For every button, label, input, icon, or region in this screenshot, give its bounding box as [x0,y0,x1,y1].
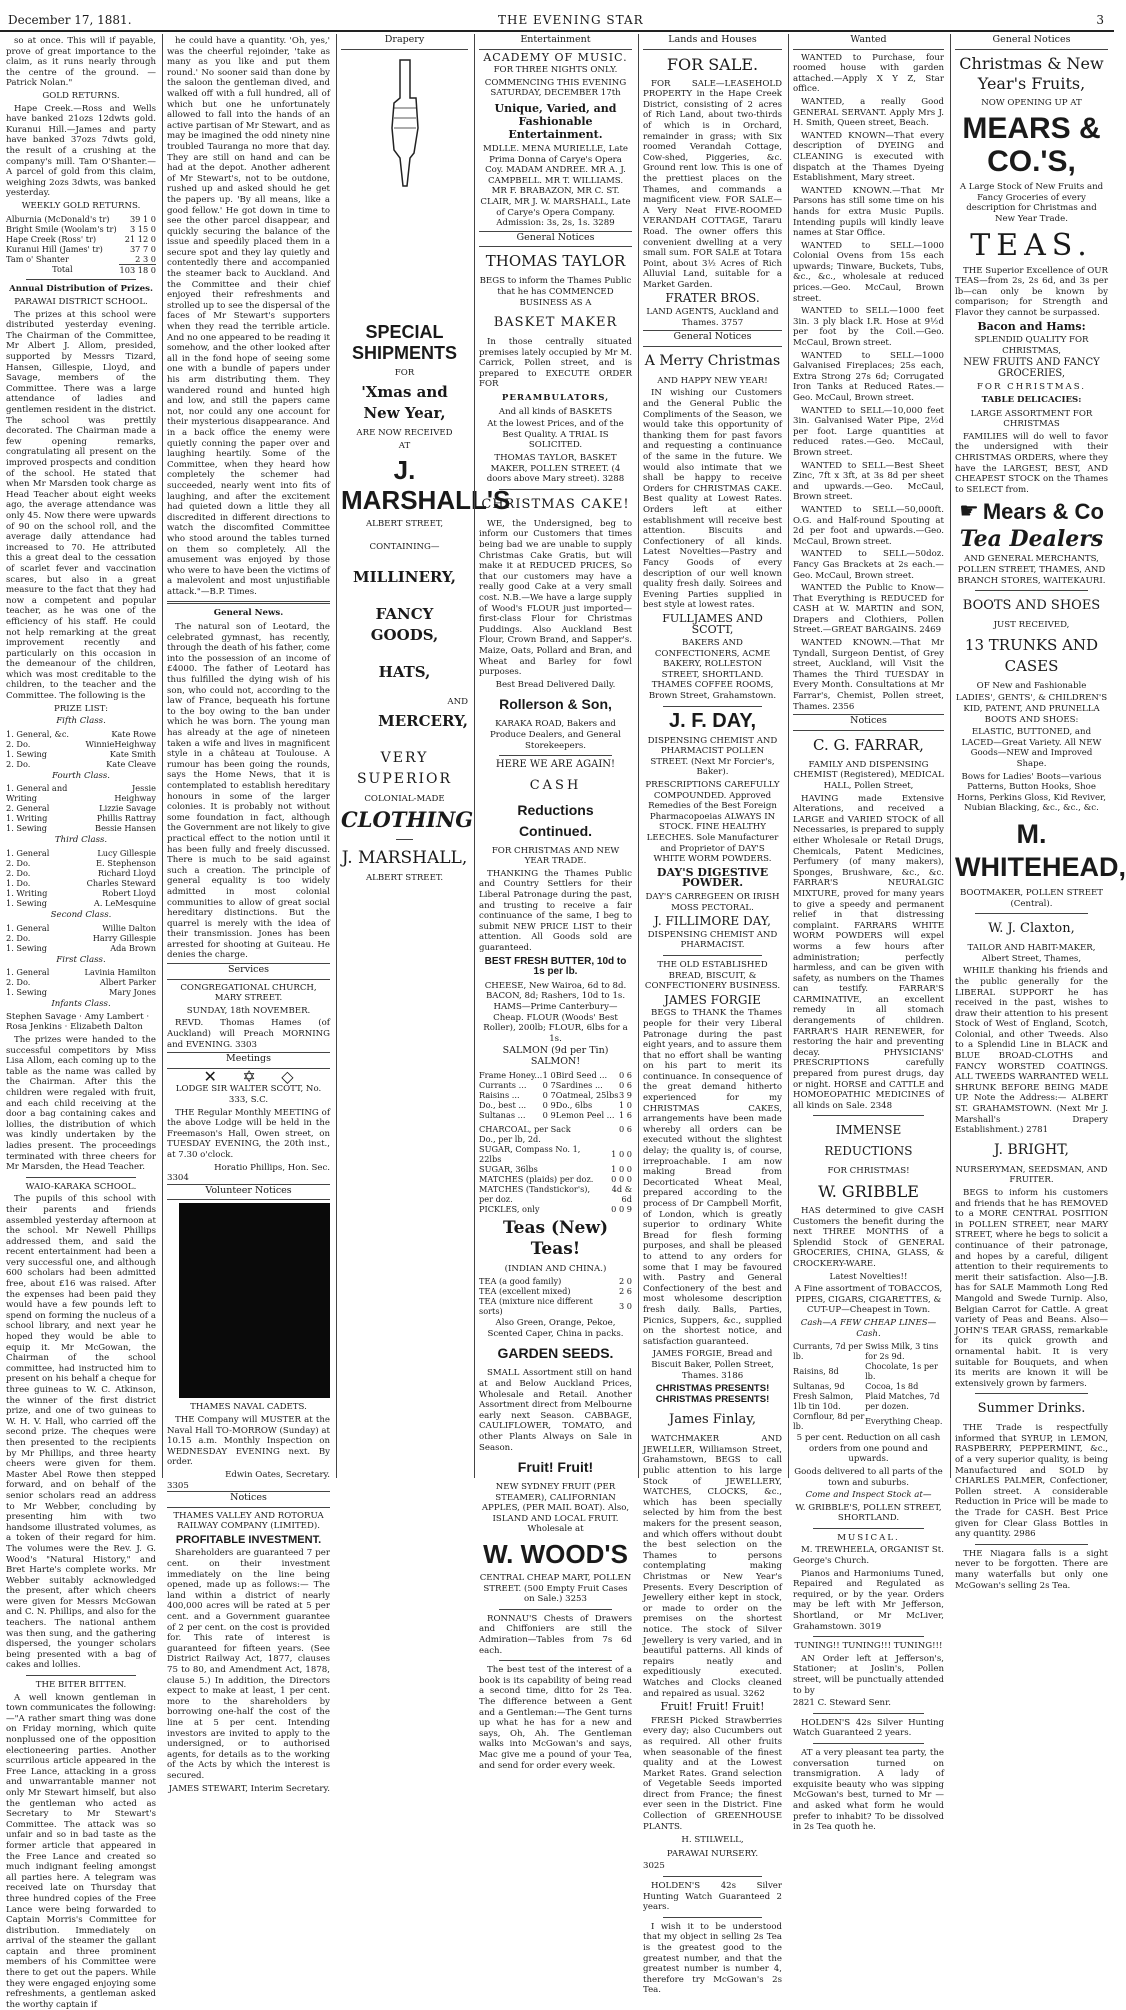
wanted-ad: WANTED to SELL—Best Sheet Zinc, 7ft x 3ft, at 3s 8d per sheet and upwards.—Geo. McCaul, Brown street. [793,460,944,503]
table-row: 1. Sewing Ada Brown [6,942,156,953]
col6-footer: AT a very pleasant tea party, the conversation turned on transmigration. A lady of exquisite beauty who was sipping McGowan's best, turned to Mr — and asked what form he would prefer to inhabit? To be dissolved in 2s Tea quoth he. [793,1747,944,1833]
table-row: Fresh Salmon, 1lb tin 10d. Plaid Matches, 7d per dozen. [793,1391,940,1412]
presents-heading: CHRISTMAS PRESENTS! CHRISTMAS PRESENTS! [655,1383,770,1405]
wanted-ad: WANTED the Public to Know—That Everything is REDUCED for CASH at W. MARTIN and SON, Drapers and Clothiers, Pollen Street.—GREAT BARGAINS. 2469 [793,583,944,636]
hats-heading: HATS, [378,662,431,681]
infants-names: Stephen Savage · Amy Lambert · Rosa Jenkins · Elizabeth Dalton [6,1011,150,1033]
issue-date: December 17, 1881. [8,13,132,27]
teas-heading: Teas (New) Teas! [502,1217,609,1259]
profitable-investment-heading: PROFITABLE INVESTMENT. [175,1533,322,1546]
table-row: 1. General Lavinia Hamilton [6,967,156,978]
summer-drinks-text: THE Trade is respectfully informed that SYRUP, in LEMON, RASPBERRY, PEPPERMINT, &c., of a very superior quality, is being Manufactured and SOLD by CHARLES PALMER, Confectioner, Pollen street. A considerable Reduction in Price will be made to the Trade for CASH. Best Price given for Clear Glass Bottles in any quantity. 2986 [955,1423,1108,1540]
table-row: 1. Writing Robert Lloyd [6,888,156,899]
academy-heading: ACADEMY OF MUSIC. [483,50,628,64]
gold-returns-text: Hape Creek.—Ross and Wells have banked 21ozs 12dwts gold. Kuranui Hill.—James and party have banked 37ozs 7dwts gold, the result of a crushing at the company's mill. Tam O'Shanter.—A parcel of gold from this claim, weighing 2ozs 3dwts, was banked yesterday. [6,103,156,199]
waio-karaka-heading: WAIO-KARAKA SCHOOL. [25,1181,137,1192]
infants-class-heading: Infants Class. [51,999,111,1010]
immense-heading: IMMENSE REDUCTIONS [824,1123,913,1159]
fruit-text: NEW SYDNEY FRUIT (PER STEAMER), CALIFORNIAN APPLES, (PER MAIL BOAT). Also, ISLAND AND LOCAL FRUIT. Wholesale at [481,1482,630,1535]
merry-sub: AND HAPPY NEW YEAR! [657,375,768,386]
church-heading: CONGREGATIONAL CHURCH, MARY STREET. [180,982,317,1004]
forgie-text: BEGS to THANK the Thames people for their very Liberal Patronage during the past eight years, and to assure them that no effort shall be wanting on his part to merit its continuance. In consequence of the great demand hitherto experienced for my CHRISTMAS CAKES, arrangements have been made whereby all orders can be executed without the slightest delay; the quality is, of course, irreproachable. I am now making Bread from Decorticated Wheat Meal, prepared according to the process of Dr Campbell Morfit, of London, which is greatly superior to ordinary White Bread for flesh forming purposes, and shall be pleased to attend to any orders for some that I may be favoured with. Pastry and General Confectionery of the best and most wholesome description fresh daily. Balls, Parties, Picnics, Suppers, &c., supplied on the shortest notice, and satisfaction guaranteed. [643,1008,782,1347]
column-1 [2,34,160,2010]
rollerson-heading: Rollerson & Son, [499,696,612,713]
frater-sub: LAND AGENTS, Auckland and Thames. 3757 [646,307,779,328]
cheap-lines-table [793,1341,944,1431]
wanted-ad: WANTED to Purchase, four roomed house with garden attached.—Apply X Y Z, Star office. [793,52,944,95]
table-row: Sultanas, 9d Cocoa, 1s 8d [793,1381,919,1392]
pointing-hand-illustration [341,53,468,193]
finlay-heading: James Finlay, [669,1412,756,1428]
gribble-text: HAS determined to give CASH Customers the benefit during the next THREE MONTHS of a Splendid Stock of GENERAL GROCERIES, CHINA, GLASS, & CROCKERY-WARE. [793,1206,944,1269]
inspect-note: Come and Inspect Stock at— [805,1490,932,1501]
cadets-number: 3305 [167,1480,189,1491]
farrar-heading: C. G. FARRAR, [813,735,924,754]
prizes-text-2: The prizes were handed to the successful competitors by Miss Lisa Allom, each coming up to the table as the name was called by the Chairman. After this the children were regaled with fruit, and each child receiving at the door a bag containing cakes and lollies, the distribution of which was kindly undertaken by the ladies present. The proceedings terminated with three cheers for Mr Marsden, the Head Teacher. [6,1035,156,1173]
fruit-heading: Fruit! Fruit! [517,1459,594,1476]
table-row: TEA (a good family) 2 0 [479,1276,633,1287]
novelties-text: A Fine assortment of TOBACCOS, PIPES, CIGARS, CIGARETTES, & CUT-UP—Cheapest in Town. [794,1284,943,1316]
digestive-heading: DAY'S DIGESTIVE POWDER. [656,865,769,890]
notices-section-heading: Notices [167,1491,330,1508]
services-section-heading: Services [167,963,330,980]
marshall-heading: J. MARSHALL'S [341,455,511,516]
compass-square-icon: ◇ [281,1066,294,1086]
railway-notice: Shareholders are guaranteed 7 per cent. on their investment immediately on the line being opened, made up as follows:— The land within a district of nearly 400,000 acres will be rated at 5 per cent. and a Government guarantee of 2 per cent. on the cost is provided for. This rate of interest is guaranteed for fifteen years. (See District Railway Act, 1877, clauses 75 to 80, and Amendment Act, 1878, clause 5.) In addition, the Directors expect to make at least, 1 per cent. more to the shareholders by borrowing one-half the cost of the line at 5 per cent. Intending investors are invited to apply to the undersigned, or to authorised agents, for details as to the working of the Acts by which the interest is secured. [167,1548,330,1781]
containing-label: CONTAINING— [369,541,440,552]
nolan-letter-end: so at once. This will if payable, prove of great importance to the claim, as it runs nearly through the centre of the ground. —Patrick Nolan." [6,36,156,89]
novelties-heading: Latest Novelties!! [829,1271,908,1282]
table-row: 1. Sewing A. LeMesquine [6,898,156,909]
garden-seeds-text: SMALL Assortment still on hand at and Below Auckland Prices, Wholesale and Retail. Another Assortment direct from Melbourne early next Season. CABBAGE, CAULIFLOWER, TOMATO, and other Plants Always on Sale in Season. [479,1368,632,1453]
railway-heading: THAMES VALLEY AND ROTORUA RAILWAY COMPANY (LIMITED). [173,1510,324,1532]
cadets-signature: Edwin Oates, Secretary. [225,1469,330,1480]
table-row: 2. Do. Kate Cleave [6,758,156,769]
bacon-heading: Bacon and Hams: [977,319,1086,333]
summer-drinks-heading: Summer Drinks. [977,1401,1086,1417]
teas-heading-2: TEAS. [970,227,1093,263]
mears-text: A Large Stock of New Fruits and Fancy Groceries of every description for Christmas and New Year Trade. [959,182,1104,224]
holden-watch-2: HOLDEN'S 42s Silver Hunting Watch Guaranteed 2 years. [793,1717,944,1739]
fillimore-heading: J. FILLIMORE DAY, [654,914,771,929]
crossed-swords-icon: ✕ [203,1066,217,1086]
wanted-ad: WANTED KNOWN.—That Mr Tyndall, Surgeon Dentist, of Grey street, Auckland, will Visit the Thames the Third TUESDAY in Every Month. Consultations at Mr Farrar's, Chemist, Pollen street, Thames. 2356 [793,638,944,712]
table-row: Raisins ... 0 7 Oatmeal, 25lbs 3 9 [479,1089,632,1100]
colonial-made: COLONIAL-MADE [364,794,445,805]
table-row: Alburnia (McDonald's tr) 39 1 0 [6,213,156,224]
page-number: 3 [1096,13,1104,27]
gribble-signature: W. GRIBBLE'S, POLLEN STREET, SHORTLAND. [795,1502,942,1524]
tea-dealers-heading: Tea Dealers [959,526,1104,553]
notices-section-heading-2: Notices [793,714,944,731]
general-notices-heading: General Notices [479,231,632,248]
mears-heading: MEARS & CO.'S, [962,112,1101,179]
reductions-heading: Reductions Continued. [517,801,594,839]
cash-heading: CASH [529,777,582,793]
table-row: 2. General Lizzie Savage [6,803,156,814]
delivery-note: Goods delivered to all parts of the town and suburbs. [794,1466,943,1488]
fuljames-heading: FULLJAMES AND SCOTT, [662,611,763,636]
table-row: TEA (excellent mixed) 2 6 [479,1286,633,1297]
first-class-table [6,967,156,997]
salmon-heading: SALMON (9d per Tin) SALMON! [502,1045,609,1067]
cadets-notice: THE Company will MUSTER at the Naval Hall TO-MORROW (Sunday) at 10.15 a.m. Monthly Inspection on WEDNESDAY EVENING next. By order. [167,1414,330,1468]
reductions-sub: FOR CHRISTMAS AND NEW YEAR TRADE. [491,845,620,867]
gribble-heading: W. GRIBBLE [818,1182,919,1201]
delicacies-sub: LARGE ASSORTMENT FOR CHRISTMAS [970,408,1093,430]
col7-footer: THE Niagara falls is a sight never to be forgotten. There are many waterfalls but only one McGowan's selling 2s Tea. [955,1548,1108,1591]
bright-sub: NURSERYMAN, SEEDSMAN, AND FRUITER. [955,1164,1108,1186]
albert-street-2: ALBERT STREET. [365,872,444,883]
drapery-for-1: FOR [394,367,415,378]
merry-christmas-heading: A Merry Christmas [644,352,781,369]
fruit3-text: FRESH Picked Strawberries every day; also Cucumbers out as required. All other fruits when seasonable of the finest quality and at the Lowest Market Rates. Grand selection of Vegetable Seeds imported direct from France; the finest ever seen in the District. Fine Collection of GREENHOUSE PLANTS. [643,1715,782,1832]
finlay-text: WATCHMAKER AND JEWELLER, Williamson Street, Grahamstown, BEGS to call public attention to his large Stock of JEWELLERY, WATCHES, CLOCKS, &c., which has been specially selected by him from the best makers for the present season, and which offers without doubt the best selection on the Thames to persons contemplating making Christmas or New Year's Presents. Every Description of Jewellery either kept in stock, or made to order on the premises on the shortest notice. The stock of Silver Jewellery is very varied, and in beautiful patterns. All kinds of repairs neatly and expeditiously executed. Watches and Clocks cleaned and repaired as usual. 3262 [643,1434,782,1699]
table-row: Do., best ... 0 9 Do., 6lbs 1 0 [479,1099,632,1110]
table-row: 1. Sewing Kate Smith [6,748,156,759]
trunks-sub: OF New and Fashionable [976,680,1087,691]
taylor-signature: THOMAS TAYLOR, BASKET MAKER, POLLEN STREET. (4 doors above Mary street). 3288 [486,453,625,485]
col5-footer: I wish it to be understood that my object in selling 2s Tea is the greatest good to the greatest number, and that the greatest number is number 4, therefore try McGowan's 2s Tea. [643,1921,782,1996]
redacted-block [179,1203,330,1398]
ladies-boots: LADIES', GENTS', & CHILDREN'S KID, PATENT, AND PRUNELLA BOOTS AND SHOES: [955,693,1108,725]
whitehead-sub: BOOTMAKER, POLLEN STREET (Central). [959,887,1104,909]
drapery-section-heading: Drapery [341,34,468,50]
fruit3-heading: Fruit! Fruit! Fruit! [660,1700,765,1714]
basket-maker-heading: BASKET MAKER [493,315,618,331]
fillimore-sub: DISPENSING CHEMIST AND PHARMACIST. [647,929,778,951]
teas-text: THE Superior Excellence of OUR TEAS—from 2s, 2s 6d, and 3s per lb—can only be known by comparison; for Strength and Flavor they cannot be surpassed. [955,265,1108,318]
general-news-heading: General News. [213,608,284,619]
masonic-star-icon: ✡ [242,1066,256,1086]
day-sub: DISPENSING CHEMIST AND PHARMACIST POLLEN STREET. (Next Mr Forcier's, Baker). [647,735,778,778]
three-nights: FOR THREE NIGHTS ONLY. [493,65,618,76]
column-7 [950,34,1126,1591]
wanted-ad: WANTED, a really Good GENERAL SERVANT. Apply Mrs J. H. Smith, Queen street, Beach. [793,96,944,129]
bread-delivered: Best Bread Delivered Daily. [495,679,616,690]
table-row: 2. Do. Harry Gillespie [6,932,156,943]
lodge-heading: LODGE SIR WALTER SCOTT, No. 333, S.C. [175,1084,322,1105]
general-notices-heading-2: General Notices [643,330,782,347]
column-6 [788,34,948,1833]
table-row: 1. Sewing Mary Jones [6,987,156,998]
mercery-heading: MERCERY, [378,712,468,731]
table-row: Do., per lb, 2d. [479,1133,541,1144]
opening-up: NOW OPENING UP AT [981,97,1082,108]
trunks-heading: 13 TRUNKS AND CASES [964,635,1099,675]
elastic-text: ELASTIC, BUTTONED, and LACED—Great Variety. All NEW Goods—NEW and Improved Shape. [961,727,1102,769]
farrar-sub: FAMILY AND DISPENSING CHEMIST (Registered), MEDICAL HALL, Pollen Street, [793,759,944,791]
general-notices-heading-3: General Notices [955,34,1108,50]
waio-karaka-text: The pupils of this school with their parents and friends assembled yesterday afternoon at the school. Mr Newell Phillips addressed them, and said the recent entertainment had been a very successful one, and although 600 scholars had been admitted free, about £16 was raised. After the expenses had been paid they would have a few pounds left to spend on forming the nucleus of a school library, and next year he hoped they would be able to equip it. Mr McGowan, the Chairman of the school committee, had instructed him to present on his behalf a cheque for three guineas to W. C. Atkinson, the winner of the first district prize, and one of two guineas to W. H. V. Hall, who carried off the second prize. The cheques were then presented to the recipients by Mr Phillips, and three hearty cheers were given for them. Master Abel Rowe then stepped forward, and on behalf of the senior scholars read an address to Mr Webber, concluding by presenting him with two handsome illustrated volumes, as a token of their regard for him. The volumes were the Rev. J. G. Wood's "Natural History," and Bret Harte's complete works. Mr Webber suitably acknowledged the present, after which cheers were given for Messrs McGowan and C. N. Phillips, and also for the teachers. The national anthem was then sung, and the gathering dispersed, the younger scholars being presented with a bag of cakes and lollies. [6,1194,156,1671]
table-row: MATCHES (Tandstickor's), per doz. 4d & 6d [479,1183,632,1204]
table-row: Sultanas ... 0 9 Lemon Peel ... 1 6 [479,1109,632,1120]
bright-text: BEGS to inform his customers and friends that he has REMOVED to a MORE CENTRAL POSITION in POLLEN STREET, near MARY STREET, where he begs to solicit a continuance of their patronage, and hopes by a careful, diligent attention to their requirements to merit their satisfaction. Also—J.B. has for SALE Mammoth Long Red Mangold and Swede Turnip. Also, Belgian Carrot for Cattle. A great variety of Peas and Beans. Also—JOHN'S TEAR GRASS, remarkable for its quick growth and ornamental habit. It is very suitable for Bouquets, and when its merits are known it will be extensively grown by farmers. [955,1188,1108,1389]
volunteer-section-heading: Volunteer Notices [167,1184,330,1201]
church-date: SUNDAY, 18th NOVEMBER. [186,1005,311,1016]
cheese-text: CHEESE, New Wairoa, 6d to 8d. BACON, 8d; Rashers, 10d to 1s. HAMS—Prime Canterbury—Cheap. FLOUR (Woods' Best Roller), 200lb; FLOUR, 6lbs for a 1s. [483,980,628,1044]
taylor-text: In those centrally situated premises lately occupied by Mr M. Carrick, Pollen street, and is prepared to EXECUTE ORDER FOR [479,337,632,390]
taylor-intro: BEGS to inform the Thames Public that he has COMMENCED BUSINESS AS A [479,276,632,308]
wanted-ad: WANTED to SELL—10,000 feet 3in. Galvanised Water Pipe, 2½d per foot. Large quantities at reduced rates.—Geo. McCaul, Brown street. [793,405,944,458]
wanted-ad: WANTED to SELL—50doz. Fancy Gas Brackets at 2s each.—Geo. McCaul, Brown street. [793,549,944,581]
bows-text: Bows for Ladies' Boots—various Patterns, Button Hooks, Shoe Horns, Perkins Gloss, Kid Reviver, Nubian Blacking, &c., &c., &c. [957,771,1106,814]
christmas-cake-heading: CHRISTMAS CAKE! [481,496,630,512]
drapery-and: AND [447,696,468,707]
table-row: Raisins, 8d Chocolate, 1s per lb. [793,1361,938,1382]
lodge-number: 3304 [167,1173,189,1184]
wanted-ad: WANTED to SELL—1000 feet 3in. 3 ply black I.R. Hose at 9½d per foot by the Coil.—Geo. McCaul, Brown street. [793,306,944,349]
wood-heading: W. WOOD'S [483,1539,628,1570]
unique-heading: Unique, Varied, and Fashionable Entertainment. [494,101,617,141]
table-row: Tam o' Shanter 2 3 0 [6,253,156,264]
perambulators-heading: PERAMBULATORS, [501,393,610,404]
ronnau-text: RONNAU'S Chests of Drawers and Chiffoniers are still the Admiration—Tables from 7s 6d each. [479,1613,632,1656]
wanted-section-heading: Wanted [793,34,944,50]
very-superior-heading: VERY SUPERIOR [356,750,453,788]
new-fruits-heading: NEW FRUITS AND FANCY GROCERIES, [963,357,1100,379]
lodge-notice: THE Regular Monthly MEETING of the above Lodge will be held in the Freemason's Hall, Owen street, on TUESDAY EVENING, the 20th inst., at 7.30 o'clock. [167,1107,330,1160]
gold-returns-heading: GOLD RETURNS. [42,90,120,101]
teas-sub: (INDIAN AND CHINA.) [504,1263,607,1274]
table-row: 1. General, &c. Kate Rowe [6,728,156,739]
pointing-hand-icon: ☛ [959,498,979,524]
stilwell-heading: H. STILWELL, [681,1835,744,1846]
charcoal-price-table [479,1124,632,1214]
now-received: ARE NOW RECEIVED [356,428,453,439]
tuning-signature: 2821 C. Steward Senr. [793,1698,891,1709]
parawai-school-heading: PARAWAI DISTRICT SCHOOL. [14,297,148,308]
xmas-new-year-heading: 'Xmas and New Year, [361,383,448,423]
table-row: Currants, 7d per lb. Swiss Milk, 3 tins for 2s 9d. [793,1341,939,1362]
christmas-cake-text: WE, the Undersigned, beg to inform our Customers that times being bad we are unable to supply Christmas Cake Gratis, but will make it at REDUCED PRICES, So that our customers may have a really good Cake at a very small cost. N.B.—We have a large supply of Wood's FLOUR just imported—first-class Flour for Christmas Puddings. Also Auckland Best Flour, Crown Brand, and Sapper's. Maize, Oats, Pollard and Bran, and Wheat and Barley for fowl purposes. [479,518,632,678]
performers: MDLLE. MENA MURIELLE, Late Prima Donna of Carye's Opera Coy. MADAM ANDREE. MR A. J. CAMPBELL. MR T. WILLIAMS. MR F. BRABAZON, MR C. ST. CLAIR, MR J. W. MARSHALL, Late of Carye's Opera Company. Admission: 3s, 2s, 1s. 3289 [480,143,631,229]
stilwell-number: 3025 [643,1861,665,1872]
table-row: 2. Do. WinnieHeighway [6,738,156,749]
table-row: Bright Smile (Woolam's tr) 3 15 0 [6,223,156,234]
stilwell-sub: PARAWAI NURSERY. [666,1848,759,1859]
taylor-heading: THOMAS TAYLOR [485,252,626,271]
claxton-sub: TAILOR AND HABIT-MAKER, Albert Street, Thames, [967,943,1096,964]
tea-text: Also Green, Orange, Pekoe, Scented Caper, China in packs. [487,1318,624,1339]
biter-bitten-continued: he could have a quantity. 'Oh, yes,' was the cheerful rejoinder, 'take as many as you like and put them round.' No sooner said than done by the saloon the gentleman dived, and walked off with a full hundred, all of which but one he unfortunately allowed to fall into the hands of an active partisan of Mr Stewart, and as may be imagined the odd ninety nine troubled Tauranga no more that day. They are still on hand and can be had at the depot. Another adherent of Mr Stewart's, not to be outdone, rushed up and asked should he get the papers up. 'By all means, like a good fellow.' He got down in time to see the other parcel disappear, and quickly securing the balance of the issue and speedily placed them in a secure spot and they lay quietly and contentedly there and accompanied the steamer back to Auckland. And the Committee and their chief enjoyed their refreshments and strolled up to see the dispersal of the faces of Mr Stewart's supporters when they read the terrible article. And no one appeared to be reading it somehow, and the other looked after all in the fond hope of seeing some one with a bundle of papers under his arm distributing them. They wandered round and hunted high and low, and still the papers came not, nor could any one account for their mysterious disappearance. And in a back office the enemy were quietly conning the paper over and laughing heartily. Some of the Committee, when they heard how completely the schemer had succeeded, nearly went into fits of laughing, and after the excitement had quieted down a little they all discredited in different directions to watch the discomfited Committee who stood around the tables turned on them so completely. All the amusement was enjoyed by those who were to have been the victims of a malevolent and most unjustifiable attack."—B.P. Times. [167,36,330,597]
prizes-heading: Annual Distribution of Prizes. [9,283,153,294]
forgie-signature: JAMES FORGIE, Bread and Biscuit Baker, Pollen Street, Thames. 3186 [651,1349,774,1381]
newspaper-title: THE EVENING STAR [498,13,644,27]
baskets-line: And all kinds of BASKETS [498,406,613,417]
drapery-at: AT [398,440,411,451]
musical-heading: MUSICAL. [837,1532,900,1543]
for-sale-heading: FOR SALE. [666,54,759,74]
trewheela-text: Pianos and Harmoniums Tuned, Repaired and Regulated as required, or by the year. Orders may be left with Mr Jefferson, Shortland, or Mr McLiver, Grahamstown. 3019 [793,1568,944,1632]
third-class-table [6,848,156,908]
third-class-heading: Third Class. [54,835,108,846]
col4-footer: The best test of the interest of a book is its capability of being read a second time, ditto for 2s Tea. The difference between a Gent and a Gentleman:—The Gent turns up what he has for a new and says, Oh, Ah. The Gentleman walks into McGowan's and says, Mac give me a pound of your Tea, and send for order every week. [479,1665,632,1771]
railway-signature: JAMES STEWART, Interim Secretary. [168,1783,330,1794]
biter-bitten-heading: THE BITER BITTEN. [35,1680,127,1691]
forgie-heading: JAMES FORGIE [664,992,761,1007]
table-row: Hape Creek (Ross' tr) 21 12 0 [6,233,156,244]
grocery-price-table [479,1070,632,1120]
just-received: JUST RECEIVED, [993,620,1070,631]
day-heading: J. F. DAY, [668,709,757,732]
prizes-text: The prizes at this school were distributed yesterday evening. The Chairman of the Committee, Mr Albert J. Allom, presided, supported by Messrs Tizard, Hansen, Gillespie, Lloyd, and Savage, members of the Committee. There was a large attendance of ladies and gentlemen resident in the district. The school was prettily decorated. The Chairman made a few opening remarks, congratulating all present on the improved prospects and condition of the school. He stated that when Mr Marsden took charge as Head Teacher about eight weeks ago, the average attendance was only 45. Now there were upwards of 90 on the school roll, and the average daily attendance had increased to 70. He attributed this a great deal to the cessation of scarlet fever and vaccination scares, but also in a great measure to the fact that they had now a competent and popular teacher, as he was one of the efficiency of his staff. He could not help remarking at the great improvement recently and particularly on this occasion in the demeanour of the children, which was most creditable to the children, to the teacher and the Committee. The following is the [6,309,156,702]
prize-list-heading: PRIZE LIST: [54,703,108,714]
delicacies-heading: TABLE DELICACIES: [981,395,1082,406]
wanted-ad: WANTED KNOWN—That every description of DYEING and CLEANING is executed with dispatch at the Thames Dyeing Establishment, Mary street. [793,130,944,184]
whitehead-heading: M. WHITEHEAD, [955,818,1126,882]
biter-bitten-text: A well known gentleman in town communicates the following:—"A rather smart thing was done on Friday morning, which quite nonplussed one of the opposition electioneering parties. Another scurrilous article appeared in the Free Lance, attacking in a gross and unwarrantable manner not only Mr Stewart himself, but also the gentleman who acted as Secretary to Mr Stewart's Committee. The attack was so unfair and so in bad taste as the former article that appeared in the Free Lance and created so much indignant feeling amongst all parties here. A telegram was received late on Thursday that three hundred copies of the Free Lance were being forwarded to Captain Morris's Committee for distribution. Immediately on arrival of the steamer the gallant captain and three prominent members of his Committee were there to get out the papers. While they were engaged enjoying some refreshments, a gentleman asked the worthy captain if [6,1692,156,2010]
fancy-goods-heading: FANCY GOODS, [370,604,439,644]
fuljames-sub: BAKERS AND CONFECTIONERS, ACME BAKERY, ROLLESTON STREET, SHORTLAND. THAMES COFFEE ROOMS, Brown Street, Grahamstown. [648,638,777,702]
fifth-class-table [6,729,156,769]
table-row: 1. General Lucy Gillespie [6,848,156,859]
bread-business-heading: THE OLD ESTABLISHED BREAD, BISCUIT, & CONFECTIONERY BUSINESS. [644,959,781,992]
table-row: Currants ... 0 7 Sardines ... 0 6 [479,1079,632,1090]
merry-text: IN wishing our Customers and the General Public the Compliments of the Season, we would take this opportunity of thanking them for past favors and requesting a continuance of the same in the future. We would also intimate that we shall be happy to receive Orders for CHRISTMAS CAKE. Best quality at Lowest Rates. Orders left at either establishment will receive best attention. Biscuits and Confectionery of all kinds. Latest Novelties—Pastry and Fancy Goods of every description of our well known quality fresh daily. Soirees and Evening Parties supplied in best style at lowest rates. [643,388,782,611]
reduction-note: 5 per cent. Reduction on all cash orders from one pound and upwards. [796,1433,941,1465]
merchants-text: AND GENERAL MERCHANTS, POLLEN STREET, THAMES, AND BRANCH STORES, WAITEKAURI. [957,554,1106,586]
wanted-ad: WANTED to SELL—1000 Galvanised Fireplaces; 25s each, Extra Strong 27s 6d; Corrugated Iron Tanks at Reduced Rates.—Geo. McCaul, Brown street. [793,350,944,403]
table-row: 2. Do. Richard Lloyd [6,868,156,879]
butter-heading: BEST FRESH BUTTER, 10d to 1s per lb. [484,955,627,978]
millinery-heading: MILLINERY, [353,567,456,586]
claxton-heading: W. J. Claxton, [988,921,1075,937]
day-text: PRESCRIPTIONS CAREFULLY COMPOUNDED. Approved Remedies of the Best Foreign Pharmacopoeias ALWAYS IN STOCK. FINE HEALTHY LEECHES. Sole Manufacturer and Proprietor of DAY'S WHITE WORM POWDERS. [645,780,780,865]
special-shipments-heading: SPECIAL SHIPMENTS [351,321,457,363]
column-2 [162,34,334,1794]
meetings-section-heading: Meetings [167,1052,330,1069]
second-class-table [6,923,156,953]
wood-sub: CENTRAL CHEAP MART, POLLEN STREET. (500 Empty Fruit Cases on Sale.) 3253 [479,1573,632,1605]
marshall-signature: J. MARSHALL, [341,847,468,868]
table-row: 1. Writing Phillis Rattray [6,813,156,824]
albert-street: ALBERT STREET, [365,519,444,530]
tea-price-table [479,1276,632,1316]
for-sale-text: FOR SALE—LEASEHOLD PROPERTY in the Hape Creek District, consisting of 2 acres of Rich Land, about two-thirds of which is in Orchard, remainder in grass; with Six roomed Verandah Cottage, Cow-shed, Piggeries, &c. Ground rent low. This is one of the prettiest places on the Thames, and commands a magnificent view. FOR SALE—A Very Neat FIVE-ROOMED VERANDAH COTTAGE, Tararu Road. The owner offers this convenient dwelling at a very small sum. FOR SALE at Totara Point, about 3½ Acres of Rich Alluvial Land, suitable for a Market Garden. [643,78,782,290]
fourth-class-heading: Fourth Class. [51,770,111,781]
table-row: 1. General and Writing Jessie Heighway [6,783,156,804]
bacon-sub: SPLENDID QUALITY FOR CHRISTMAS, [974,335,1089,356]
weekly-gold-heading: WEEKLY GOLD RETURNS. [21,200,141,211]
immense-sub: FOR CHRISTMAS! [827,1166,910,1177]
garden-seeds-heading: GARDEN SEEDS. [497,1345,614,1362]
mears-logo-row [955,498,1108,525]
table-row: 1. Do. Charles Steward [6,878,156,889]
masthead [0,0,1114,32]
first-class-heading: First Class. [56,954,106,965]
rollerson-sub: KARAKA ROAD, Bakers and Produce Dealers, and General Storekeepers. [489,719,622,751]
wanted-ad: WANTED to SELL—50,000ft. O.G. and Half-round Spouting at 2d per foot and upwards.—Geo. McCaul, Brown street. [793,504,944,547]
cadets-heading: THAMES NAVAL CADETS. [190,1402,307,1413]
table-row: Kuranui Hill (James' tr) 37 7 0 [6,243,156,254]
table-total-row: Total 103 18 0 [52,264,156,275]
table-row: CHARCOAL, per Sack 0 6 [479,1123,632,1134]
lands-section-heading: Lands and Houses [643,34,782,50]
wanted-ad: WANTED KNOWN.—That Mr Parsons has still some time on his hands for extra Music Pupils. Intending pupils will kindly leave names at Star Office. [793,185,944,239]
christmas-fruits-heading: Christmas & New Year's Fruits, [959,53,1104,93]
column-5 [638,34,786,1996]
table-row: Frame Honey... 1 0 Bird Seed ... 0 6 [479,1069,632,1080]
wanted-ad: WANTED to SELL—1000 Colonial Ovens from 15s each upwards; Tinware, Buckets, Tubs, &c., &c., wholesale at reduced prices.—Geo. McCaul, Brown street. [793,240,944,304]
taylor-trial: At the lowest Prices, and of the Best Quality. A TRIAL IS SOLICITED. [487,419,624,451]
commencing: COMMENCING THIS EVENING SATURDAY, DECEMBER 17th [484,77,627,99]
table-row: 1. Sewing Bessie Hansen [6,823,156,834]
table-row: SUGAR, Compass No. 1, 22lbs 1 0 0 [479,1143,632,1164]
claxton-text: WHILE thanking his friends and the public generally for the LIBERAL SUPPORT he has received in the past, wishes to draw their attention to his present Stock of West of England, Scotch, Colonial, and other Tweeds. Also to a Splendid Line in BLACK and BLUE BROAD-CLOTHS and FANCY WORSTED COATINGS. ALL TWEEDS WARRANTED WELL SHRUNK BEFORE BEING MADE UP. Note the Address:— ALBERT ST. GRAHAMSTOWN. (Next Mr J. Marshall's Drapery Establishment.) 2781 [955,966,1108,1136]
clothing-heading: CLOTHING [341,806,474,832]
second-class-heading: Second Class. [50,910,112,921]
table-row: PICKLES, only 0 0 9 [479,1203,632,1214]
boots-heading: BOOTS AND SHOES [962,598,1101,614]
here-we-are: HERE WE ARE AGAIN! [495,759,616,771]
families-text: FAMILIES will do well to favor the undersigned with their CHRISTMAS ORDERS, where they have the LARGEST, BEST, AND CHEAPEST STOCK on the Thames to SELECT from. [955,431,1108,495]
digestive-sub: DAY'S CARREGEEN OR IRISH MOSS PECTORAL. [645,891,780,913]
fifth-class-heading: Fifth Class. [56,716,106,727]
bright-heading: J. BRIGHT, [994,1141,1069,1158]
table-row: 2. Do. Albert Parker [6,977,156,988]
table-row: MATCHES (plaids) per doz. 0 0 0 [479,1173,632,1184]
holden-watch: HOLDEN'S 42s Silver Hunting Watch Guaranteed 2 years. [643,1881,782,1913]
tuning-text: AN Order left at Jefferson's, Stationer; at Joslin's, Pollen street, will be punctually attended to by [793,1653,944,1696]
table-row: SUGAR, 36lbs 1 0 0 [479,1163,632,1174]
trewheela-heading: M. TREWHEELA, ORGANIST St. George's Church. [793,1545,944,1567]
entertainment-section-heading: Entertainment [479,34,632,50]
table-row: 2. Do. E. Stephenson [6,858,156,869]
pointing-hand-icon [380,58,430,188]
frater-heading: FRATER BROS. [665,291,760,306]
mears-co-logo: Mears & Co [982,499,1104,525]
for-christmas: FOR CHRISTMAS. [976,381,1087,392]
column-4 [474,34,636,1771]
reductions-text: THANKING the Thames Public and Country Settlers for their Liberal Patronage during the past, and trusting to receive a fair continuance of the same, I beg to submit NEW PRICE LIST to their attention. All Goods sold are guaranteed. [479,868,632,954]
masonic-emblems [167,1066,330,1086]
weekly-gold-table [6,214,156,275]
general-news-text: The natural son of Leotard, the celebrated gymnast, has recently, through the death of his father, come into the possession of an income of £4000. The father of Leotard has thus fulfilled the dying wish of his son, who could not, according to the law of France, bequeath his fortune to the boy owing to the ban under which he was born. The young man has already at the age of nineteen taken a wife and lives in magnificent style in a château at Toulouse. A rumour has been going the rounds, says the Home News, that it is contemplated to establish hereditary honours in some of the larger colonies. It is probably not without some foundation in fact, although the Government are not likely to give practical effect to the notion until it has been fully and freely discussed. There is much to be said against such a creation. The principle of general equality is too widely admitted in most colonial communities to allow of great social hereditary distinctions. But the quarrel is merely with the idea of their transmission. Jones has been arrested for shooting at Guiteau. He denies the charge. [167,622,331,961]
cash-list-heading: Cash—A FEW CHEAP LINES—Cash. [800,1317,937,1339]
lodge-signature: Horatio Phillips, Hon. Sec. [214,1162,330,1173]
table-row: TEA (mixture nice different sorts) 3 0 [479,1296,633,1317]
tuning-heading: TUNING!! TUNING!!! TUNING!!! [794,1641,943,1652]
fourth-class-table [6,783,156,833]
farrar-text: HAVING made Extensive Alterations, and received a LARGE and VARIED STOCK of all Necessaries, is prepared to supply either Wholesale or Retail Drugs, Chemicals, Patent Medicines, Perfumery (of many makers), Sponges, Brushware, &c., &c. FARRAR'S NEURALGIC MIXTURE, proved for many years to give a speedy and permanent relief in that distressing complaint. FARRARS WHITE WORM POWDERS will expel worms a few hours after administration; perfectly harmless, and can be given with safety, as numbers on the Thames can testify. FARRAR'S CARMINATIVE, an excellent remedy in all stomach derangements of children. FARRAR'S HAIR RENEWER, for restoring the hair and preventing decay. PHYSICIANS' PRESCRIPTIONS carefully prepared from purest drugs, day or night. HORSE and CATTLE and HOMOEOPATHIC MEDICINES of all kinds on Sale. 2348 [793,793,944,1111]
table-row: Cornflour, 8d per lb. Everything Cheap. [793,1411,943,1432]
table-row: 1. General Willie Dalton [6,922,156,933]
church-notice: REVD. Thomas Hames (of Auckland) will Preach MORNING and EVENING. 3303 [167,1018,330,1050]
